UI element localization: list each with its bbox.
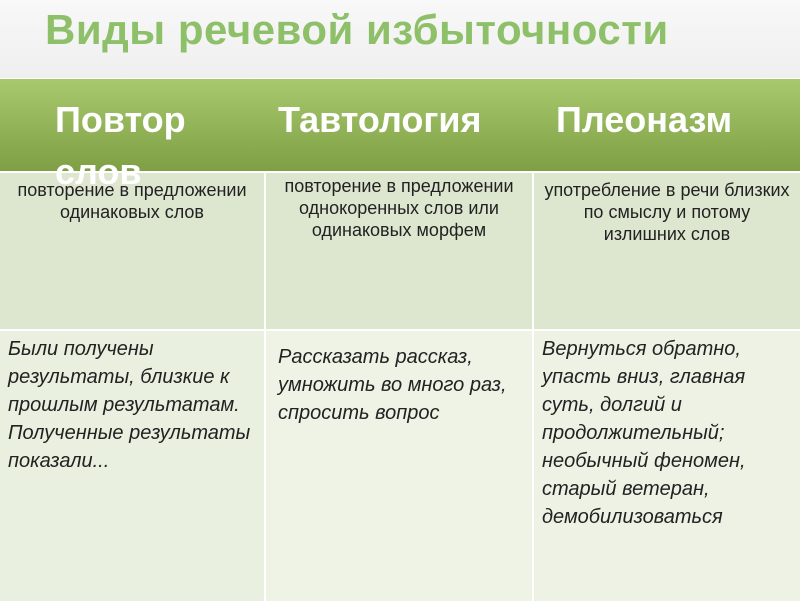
- example-text: Рассказать рассказ, умножить во много раз, спросить вопрос: [278, 346, 507, 424]
- example-cell-pleonasm: [534, 329, 800, 601]
- definition-cell-tautology: [266, 171, 534, 329]
- header-cell-repetition: [0, 79, 266, 192]
- header-label-repetition: Повтор слов: [55, 99, 186, 192]
- definition-cell-pleonasm: [534, 171, 800, 329]
- example-text: Вернуться обратно, упасть вниз, главная суть, долгий и продолжительный; необычный феномен, старый ветеран, демобилизоваться: [542, 338, 746, 528]
- header-cell-tautology: [266, 79, 534, 171]
- definition-text: повторение в предложении одинаковых слов: [17, 180, 247, 222]
- header-cell-pleonasm: [534, 79, 800, 171]
- definition-text: повторение в предложении однокоренных слов или одинаковых морфем: [284, 176, 514, 240]
- definition-text: употребление в речи близких по смыслу и потому излишних слов: [544, 180, 790, 244]
- title-bar: [0, 0, 800, 78]
- header-label-pleonasm: Плеоназм: [556, 99, 733, 140]
- example-cell-repetition: [0, 329, 266, 601]
- page-title: Виды речевой избыточности: [45, 6, 669, 53]
- example-text: Были получены результаты, близкие к прошлым результатам. Полученные результаты показали...: [8, 338, 251, 472]
- redundancy-table: [0, 78, 800, 601]
- example-cell-tautology: [266, 329, 534, 601]
- header-label-tautology: Тавтология: [278, 99, 482, 140]
